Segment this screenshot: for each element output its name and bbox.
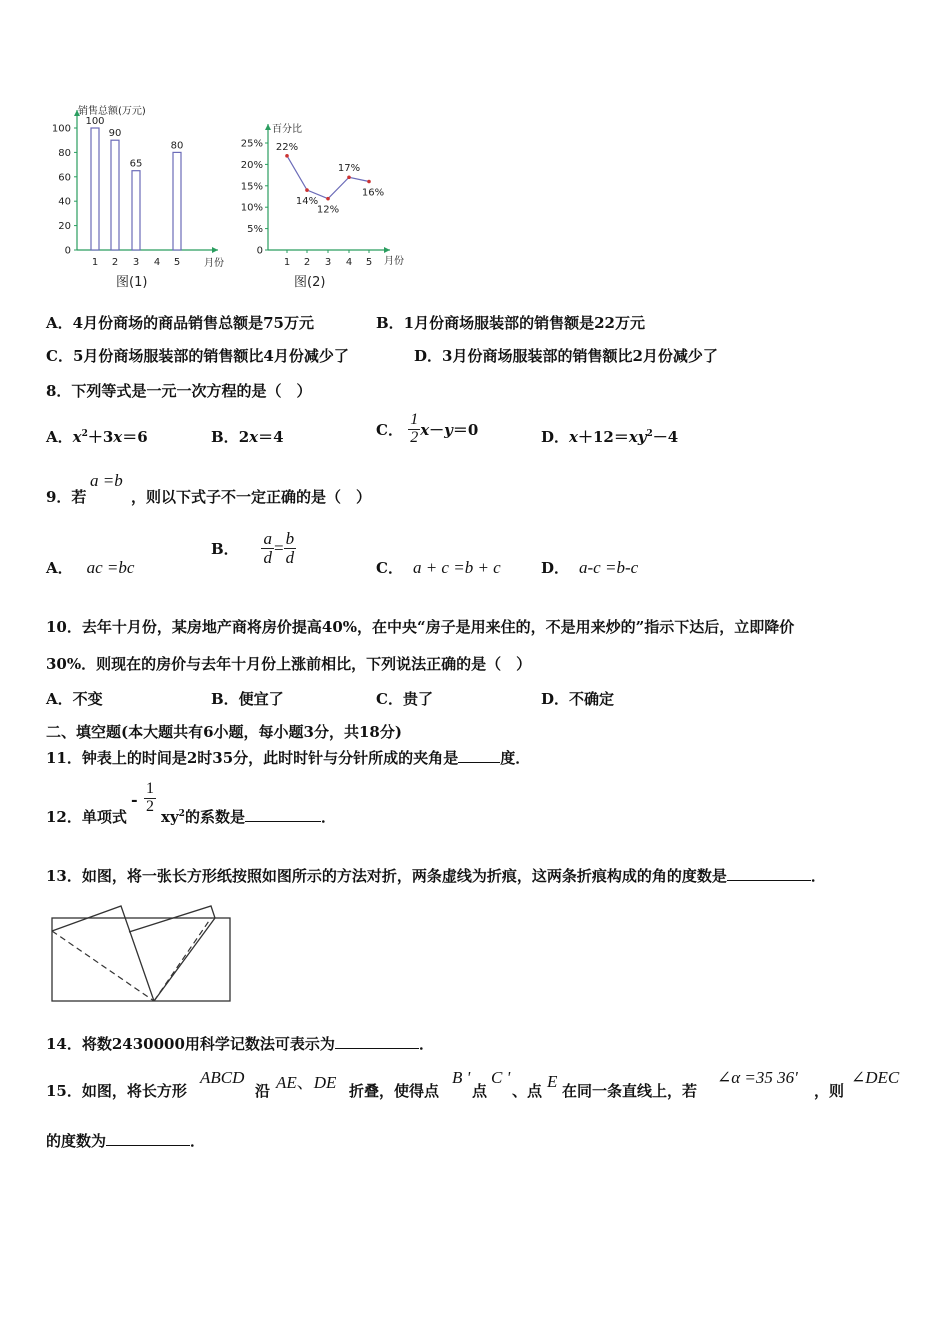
q12-blank (245, 820, 321, 822)
q7-option-d: D．3月份商场服装部的销售额比2月份减少了 (414, 347, 718, 365)
q8-d-xy: xy (628, 428, 647, 446)
right-folded-flap (129, 906, 215, 1001)
bar-chart-x-tick-label: 5 (173, 257, 181, 268)
q15-ae (276, 1068, 336, 1093)
q9-stem-pre: 9．若 (46, 488, 87, 506)
q8-a-x: x (72, 428, 82, 446)
bar-chart-figure-1 (40, 100, 240, 295)
q7-option-a: A．4月份商场的商品销售总额是75万元 (46, 314, 314, 332)
q14-pre: 14．将数2430000用科学记数法可表示为 (46, 1035, 335, 1053)
line-chart-ylabel: 百分比 (272, 124, 302, 135)
q15-ae-text: AE (276, 1073, 297, 1092)
bar-value-label: 65 (129, 158, 143, 170)
q15-angle-dec: ∠DEC (851, 1068, 900, 1087)
line-chart-y-tick-label: 10% (240, 202, 263, 214)
q9-condition: a =b (90, 471, 123, 490)
q8-c-y: y (444, 420, 453, 439)
q12-rest (161, 806, 336, 827)
q9-option-d (541, 557, 638, 578)
bar-chart-y-tick-label: 20 (58, 221, 71, 233)
q8-c-x: x (420, 420, 430, 439)
q9-b-eq: = (273, 538, 284, 558)
q12-sup: 2 (178, 809, 185, 819)
bar-chart-xlabel: 月份 (204, 258, 224, 269)
q9-option-b (211, 530, 296, 567)
q10-option-a: A．不变 (46, 690, 103, 708)
q8-a-rest: ＋3 (87, 428, 114, 446)
q12-fraction (144, 781, 156, 816)
left-folded-flap (52, 906, 154, 1001)
q9-b-num2: b (285, 529, 295, 548)
q8-c-den: 2 (410, 428, 419, 446)
bar-value-label: 90 (108, 128, 122, 140)
q15-c-prime: C ' (491, 1068, 511, 1087)
line-point-month-2 (305, 188, 309, 192)
line-chart-x-tick-label: 5 (365, 257, 373, 268)
q9-stem-post: ，则以下式子不一定正确的是（ ） (131, 488, 372, 506)
line-value-label: 17% (337, 163, 361, 175)
q9-a-label: A． (46, 559, 73, 577)
q7-option-b: B．1月份商场服装部的销售额是22万元 (376, 314, 645, 332)
q8-a-label: A． (46, 428, 73, 446)
q8-b-end: ＝4 (258, 428, 284, 446)
q8-d-x: x (569, 428, 578, 446)
bar-month-1 (91, 128, 99, 250)
q15-dian-2: 、点 (512, 1082, 543, 1100)
q10-stem-line-1: 10．去年十月份，某房地产商将房价提高40%，在中央“房子是用来住的，不是用来炒的”指示下达后，立即降价 (46, 618, 795, 636)
q15-de-text: DE (313, 1073, 337, 1092)
q7-option-c: C．5月份商场服装部的销售额比4月份减少了 (46, 347, 349, 365)
bar-chart-y-tick-label: 100 (51, 123, 71, 135)
q8-a-x2: x (113, 428, 123, 446)
q12-den: 2 (146, 797, 154, 815)
line-point-month-3 (326, 197, 330, 201)
q8-stem: 8．下列等式是一元一次方程的是（ ） (46, 382, 312, 400)
line-chart-x-tick-label: 3 (324, 257, 332, 268)
q9-b-label: B． (211, 539, 239, 558)
q12-minus: - (131, 790, 138, 809)
line-value-label: 14% (295, 196, 319, 208)
q12-end: ． (320, 808, 336, 826)
q11-blank (458, 761, 500, 763)
q8-option-b (211, 426, 284, 447)
line-chart-x-tick-label: 2 (303, 257, 311, 268)
q11-pre: 11．钟表上的时间是2时35分，此时时针与分针所成的夹角是 (46, 749, 459, 767)
q9-b-num1: a (263, 529, 272, 548)
q9-b-den2: d (285, 547, 295, 567)
bar-chart-y-tick-label: 0 (64, 245, 71, 257)
q13-end: ． (810, 867, 826, 885)
q9-b-frac2 (284, 530, 297, 567)
line-chart-y-tick-label: 15% (240, 181, 263, 193)
bar-chart-y-tick-label: 60 (58, 172, 71, 184)
q8-d-end: －4 (652, 428, 679, 446)
bar-value-label: 100 (85, 116, 105, 127)
q15-e: E (547, 1072, 558, 1091)
q9-a-expr: ac =bc (86, 558, 135, 577)
line-value-label: 12% (316, 204, 340, 216)
paper-rectangle (52, 918, 230, 1001)
left-crease (52, 931, 154, 1001)
q8-c-label: C． (376, 420, 403, 439)
bar-chart-caption: 图(1) (116, 275, 148, 290)
q14-blank (335, 1047, 419, 1049)
q8-c-fraction (408, 412, 420, 447)
q15-along: 沿 (255, 1082, 271, 1100)
q12-pre: 12．单项式 (46, 808, 127, 826)
bar-month-2 (111, 140, 119, 250)
line-point-month-5 (367, 180, 371, 184)
q13-text: 13．如图，将一张长方形纸按照如图所示的方法对折，两条虚线为折痕，这两条折痕构成的角的度数是 (46, 867, 727, 885)
line-chart-y-tick-label: 0 (256, 245, 263, 257)
q11-post: 度． (500, 749, 531, 767)
q8-option-c (376, 412, 478, 447)
bar-value-label: 80 (170, 140, 184, 152)
bar-chart-x-tick-label: 3 (132, 257, 140, 268)
line-chart-figure-2 (238, 118, 418, 295)
q12-num: 1 (146, 780, 154, 797)
q8-b-pre: 2 (238, 428, 250, 446)
q13-blank (727, 879, 811, 881)
q8-a-end: ＝6 (122, 428, 148, 446)
bar-month-3 (132, 171, 140, 250)
line-value-label: 16% (361, 187, 385, 199)
q9-option-a (46, 557, 134, 578)
q15-rect: ABCD (200, 1068, 245, 1087)
q8-c-mid: － (429, 420, 445, 439)
line-point-month-4 (347, 175, 351, 179)
q9-c-expr: a + c =b + c (412, 558, 501, 577)
q9-b-den1: d (263, 547, 272, 567)
q8-d-label: D． (541, 428, 570, 446)
q9-option-c (376, 557, 501, 578)
q10-option-b: B．便宜了 (211, 690, 284, 708)
q8-option-a (46, 426, 148, 447)
q12-mono: xy (161, 808, 179, 826)
line-chart-y-arrow (265, 124, 271, 130)
bar-chart-y-tick-label: 80 (58, 147, 71, 159)
bar-chart-x-tick-label: 2 (111, 257, 119, 268)
q15-line-2 (46, 1130, 205, 1151)
bar-chart-y-tick-label: 40 (58, 196, 71, 208)
q8-a-sup: 2 (81, 429, 88, 439)
q15-line2-text: 的度数为 (46, 1132, 107, 1150)
q8-b-label: B． (211, 428, 239, 446)
line-value-label: 22% (275, 141, 299, 153)
q8-b-x: x (249, 428, 259, 446)
q10-stem-line-2: 30%．则现在的房价与去年十月份上涨前相比，下列说法正确的是（ ） (46, 655, 532, 673)
line-chart-x-arrow (384, 247, 390, 253)
right-crease (154, 918, 211, 1001)
line-chart-x-tick-label: 4 (345, 257, 353, 268)
q8-d-mid: ＋12＝ (577, 428, 629, 446)
q8-c-end: ＝0 (452, 420, 479, 439)
q15-fold: 折叠，使得点 (349, 1082, 440, 1100)
line-chart-y-tick-label: 20% (240, 159, 263, 171)
q8-c-num: 1 (410, 411, 419, 428)
q15-then: ，则 (814, 1082, 845, 1100)
line-point-month-1 (285, 154, 289, 158)
bar-chart-x-tick-label: 1 (91, 257, 99, 268)
q8-d-sup: 2 (646, 429, 653, 439)
line-chart-caption: 图(2) (294, 275, 326, 290)
q9-d-expr: a-c =b-c (579, 558, 639, 577)
line-chart-x-tick-label: 1 (283, 257, 291, 268)
bar-chart-x-arrow (212, 247, 218, 253)
q9-d-label: D． (541, 559, 570, 577)
q14-end: ． (418, 1035, 434, 1053)
section-2-heading: 二、填空题(本大题共有6小题，每小题3分，共18分) (46, 723, 402, 741)
q14 (46, 1033, 434, 1054)
q9-b-frac1 (261, 530, 274, 567)
line-chart-y-tick-label: 25% (240, 138, 263, 150)
q15-line: 在同一条直线上，若 (562, 1082, 698, 1100)
q15-pre: 15．如图，将长方形 (46, 1082, 187, 1100)
bar-chart-x-tick-label: 4 (153, 257, 161, 268)
q15-angle-alpha: ∠α =35 36' (717, 1068, 798, 1087)
q11 (46, 747, 530, 768)
q9-c-label: C． (376, 559, 403, 577)
line-chart-y-tick-label: 5% (247, 224, 263, 236)
q15-dian-1: 点 (472, 1082, 488, 1100)
q10-option-c: C．贵了 (376, 690, 433, 708)
q12-post: 的系数是 (184, 808, 245, 826)
line-chart-xlabel: 月份 (384, 256, 404, 267)
q10-option-d: D．不确定 (541, 690, 615, 708)
q8-option-d (541, 426, 678, 447)
bar-chart-ylabel: 销售总额(万元) (78, 106, 146, 117)
q15-sep: 、 (296, 1073, 314, 1092)
q15-end: ． (190, 1132, 206, 1150)
q13 (46, 865, 826, 886)
q15-b-prime: B ' (452, 1068, 471, 1087)
q13-folded-rectangle-figure (45, 898, 240, 1006)
q15-blank (106, 1144, 190, 1146)
bar-month-5 (173, 152, 181, 250)
